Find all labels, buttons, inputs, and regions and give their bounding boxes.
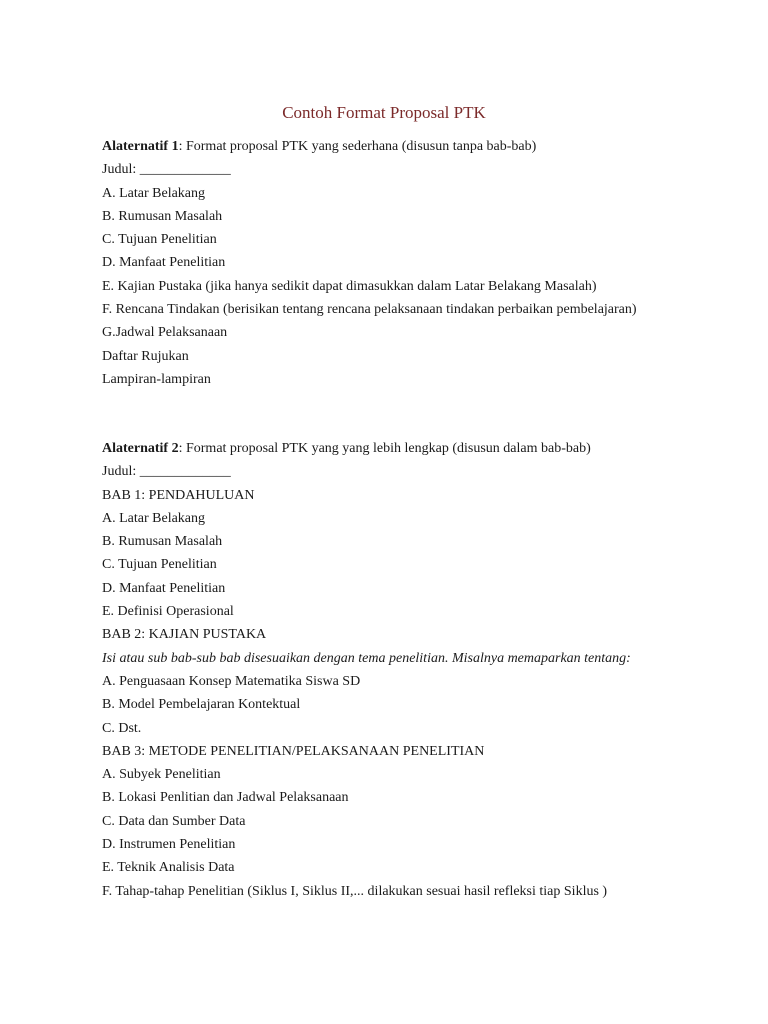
alt1-line-title-field: Judul: _____________: [102, 162, 231, 178]
alt1-line-jadwal-pelaksanaan: G.Jadwal Pelaksanaan: [102, 325, 228, 341]
alt2-line-lokasi-jadwal: B. Lokasi Penlitian dan Jadwal Pelaksanaan: [102, 790, 349, 806]
alt2-line-model-pembelajaran: B. Model Pembelajaran Kontektual: [102, 697, 301, 713]
alt1-line-lampiran: Lampiran-lampiran: [102, 371, 211, 387]
alt1-line-rencana-tindakan: F. Rencana Tindakan (berisikan tentang rencana pelaksanaan tindakan perbaikan pembelajaran): [102, 302, 637, 318]
alt2-line-tahap-penelitian: F. Tahap-tahap Penelitian (Siklus I, Siklus II,... dilakukan sesuai hasil refleksi tiap Siklus ): [102, 883, 608, 899]
alternative-2-section: [102, 437, 742, 903]
alt2-line-manfaat-penelitian: D. Manfaat Penelitian: [102, 580, 226, 596]
alternative-1-label: Alaternatif 1: [102, 139, 179, 154]
alternative-1-section: [102, 135, 742, 391]
alt2-line-dst: C. Dst.: [102, 720, 142, 736]
alt1-line-kajian-pustaka: E. Kajian Pustaka (jika hanya sedikit dapat dimasukkan dalam Latar Belakang Masalah): [102, 278, 597, 294]
alt1-line-latar-belakang: A. Latar Belakang: [102, 185, 206, 201]
alternative-1-description: : Format proposal PTK yang sederhana (disusun tanpa bab-bab): [178, 139, 537, 154]
alt1-line-manfaat-penelitian: D. Manfaat Penelitian: [102, 255, 226, 271]
alternative-2-description: : Format proposal PTK yang yang lebih lengkap (disusun dalam bab-bab): [178, 441, 591, 456]
alt2-line-subyek-penelitian: A. Subyek Penelitian: [102, 767, 221, 783]
alt2-line-definisi-operasional: E. Definisi Operasional: [102, 604, 234, 620]
alt2-chapter-3-heading: BAB 3: METODE PENELITIAN/PELAKSANAAN PENELITIAN: [102, 743, 485, 759]
alt2-line-instrumen: D. Instrumen Penelitian: [102, 837, 236, 853]
alt2-line-latar-belakang: A. Latar Belakang: [102, 510, 206, 526]
alternative-1-heading: [102, 135, 742, 158]
alt1-line-daftar-rujukan: Daftar Rujukan: [102, 348, 189, 364]
alt2-chapter-1-heading: BAB 1: PENDAHULUAN: [102, 487, 255, 503]
alt1-line-rumusan-masalah: B. Rumusan Masalah: [102, 208, 223, 224]
alt1-line-tujuan-penelitian: C. Tujuan Penelitian: [102, 232, 217, 248]
alt2-line-title-field: Judul: _____________: [102, 464, 231, 480]
alt2-chapter-2-heading: BAB 2: KAJIAN PUSTAKA: [102, 627, 267, 643]
alt2-line-penguasaan-konsep: A. Penguasaan Konsep Matematika Siswa SD: [102, 673, 361, 689]
page-title: Contoh Format Proposal PTK: [282, 103, 486, 122]
alt2-chapter-2-note: Isi atau sub bab-sub bab disesuaikan dengan tema penelitian. Misalnya memaparkan tentang:: [102, 650, 631, 666]
alt2-line-data-sumber: C. Data dan Sumber Data: [102, 813, 246, 829]
alt2-line-rumusan-masalah: B. Rumusan Masalah: [102, 534, 223, 550]
alt2-line-teknik-analisis: E. Teknik Analisis Data: [102, 860, 235, 876]
alt2-line-tujuan-penelitian: C. Tujuan Penelitian: [102, 557, 217, 573]
alternative-2-heading: [102, 437, 742, 460]
alternative-2-label: Alaternatif 2: [102, 441, 179, 456]
